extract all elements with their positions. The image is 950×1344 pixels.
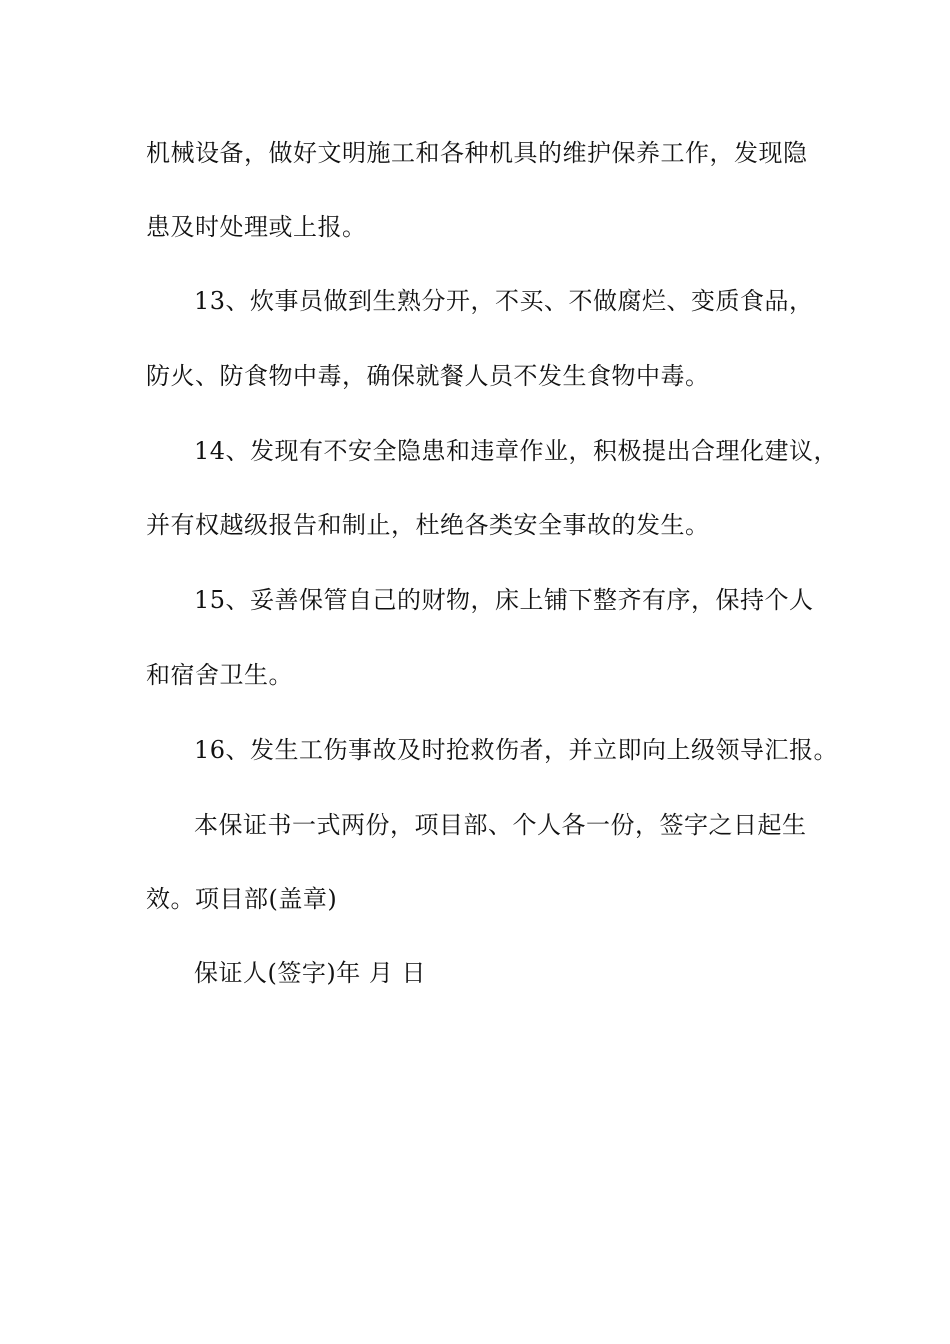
clause-16: 16、发生工伤事故及时抢救伤者，并立即向上级领导汇报。 — [194, 736, 839, 764]
clause-14: 14、发现有不安全隐患和违章作业，积极提出合理化建议， — [194, 437, 839, 465]
guarantor-signature-line: 保证人(签字)年 月 日 — [194, 959, 426, 987]
closing-paragraph: 本保证书一式两份，项目部、个人各一份，签字之日起生 — [194, 811, 807, 839]
clause-15: 15、妥善保管自己的财物，床上铺下整齐有序，保持个人 — [194, 586, 814, 614]
text-line: 和宿舍卫生。 — [146, 661, 293, 689]
clause-13: 13、炊事员做到生熟分开，不买、不做腐烂、变质食品， — [194, 287, 814, 315]
text-line: 患及时处理或上报。 — [146, 213, 367, 241]
text-line: 并有权越级报告和制止，杜绝各类安全事故的发生。 — [146, 511, 710, 539]
project-department-seal-line: 效。项目部(盖章) — [146, 885, 338, 913]
text-line: 机械设备，做好文明施工和各种机具的维护保养工作，发现隐 — [146, 139, 808, 167]
text-line: 防火、防食物中毒，确保就餐人员不发生食物中毒。 — [146, 362, 710, 390]
